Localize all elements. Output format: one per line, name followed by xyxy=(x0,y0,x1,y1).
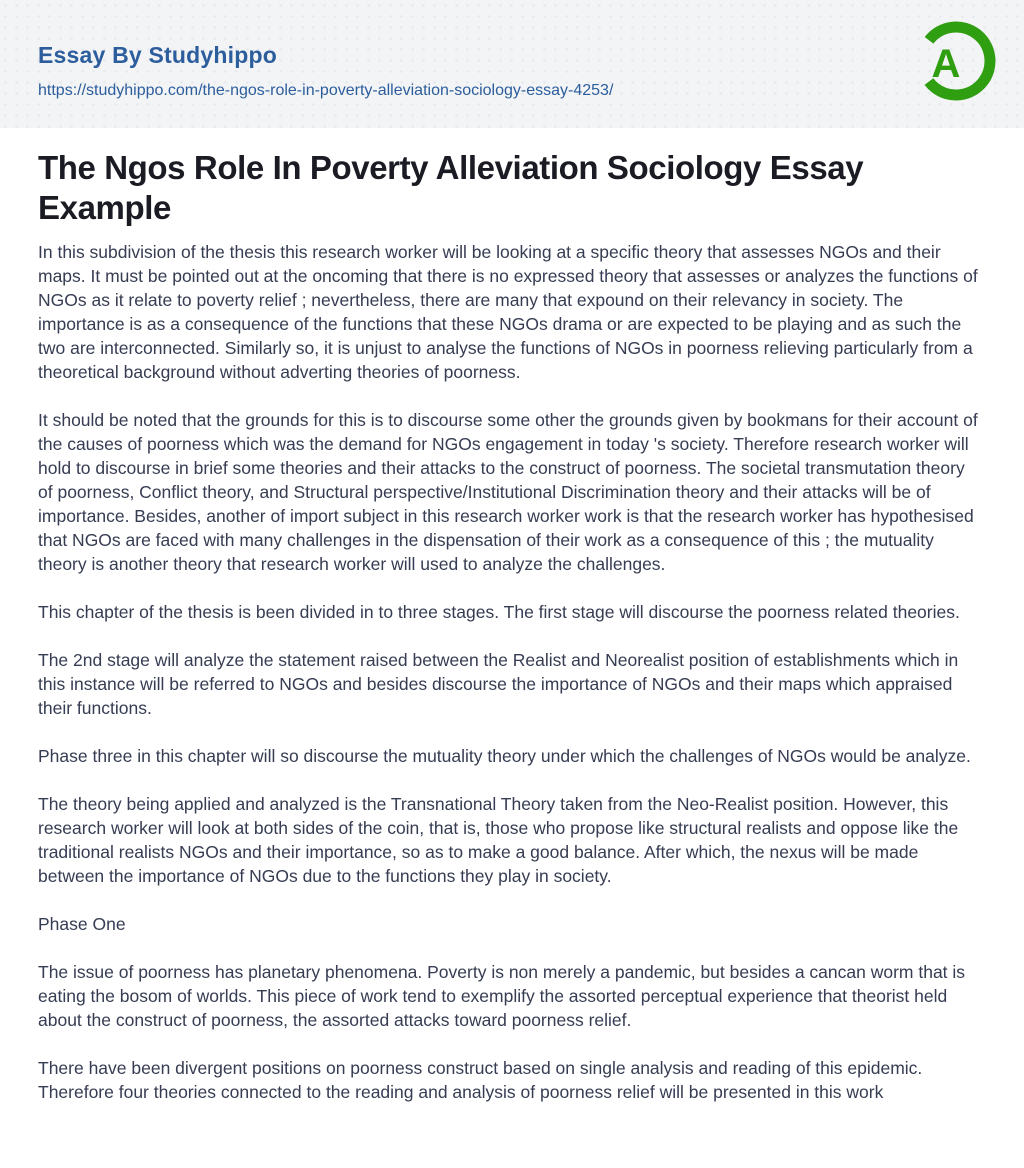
essay-content xyxy=(0,128,1024,1168)
essay-paragraph: Phase One xyxy=(38,914,126,934)
site-header xyxy=(0,0,1024,128)
header-text xyxy=(38,42,984,100)
essay-paragraph: The theory being applied and analyzed is the Transnational Theory taken from the Neo-Realist position. However, this research worker will look at both sides of the coin, that is, those who propose like structural realists and oppose like the traditional realists NGOs and their importance, so as to make a good balance. After which, the nexus will be made between the importance of NGOs due to the functions they play in society. xyxy=(38,794,959,886)
logo-letter: A xyxy=(931,42,961,86)
essay-paragraph: There have been divergent positions on poorness construct based on single analysis and reading of this epidemic. Therefore four theories connected to the reading and analysis of poorness relief will be presented in this work xyxy=(38,1058,923,1102)
essay-paragraph: Phase three in this chapter will so discourse the mutuality theory under which the challenges of NGOs would be analyze. xyxy=(38,746,971,766)
essay-paragraph: It should be noted that the grounds for this is to discourse some other the grounds given by bookmans for their account of the causes of poorness which was the demand for NGOs engagement in today 's society. Therefore research worker will hold to discourse in brief some theories and their attacks to the construct of poorness. The societal transmutation theory of poorness, Conflict theory, and Structural perspective/Institutional Discrimination theory and their attacks will be of importance. Besides, another of import subject in this research worker work is that the research worker has hypothesised that NGOs are faced with many challenges in the dispensation of their work as a consequence of this ; the mutuality theory is another theory that research worker will used to analyze the challenges. xyxy=(38,410,978,574)
essay-body xyxy=(38,240,982,1104)
essay-paragraph: The 2nd stage will analyze the statement raised between the Realist and Neorealist position of establishments which in this instance will be referred to NGOs and besides discourse the importance of NGOs and their maps which appraised their functions. xyxy=(38,650,959,718)
essay-paragraph: This chapter of the thesis is been divided in to three stages. The first stage will discourse the poorness related theories. xyxy=(38,602,960,622)
essay-paragraph: The issue of poorness has planetary phenomena. Poverty is non merely a pandemic, but besides a cancan worm that is eating the bosom of worlds. This piece of work tend to exemplify the assorted perceptual experience that theorist held about the construct of poorness, the assorted attacks toward poorness relief. xyxy=(38,962,966,1030)
site-title-link[interactable]: Essay By Studyhippo xyxy=(38,42,277,68)
essay-paragraph: In this subdivision of the thesis this research worker will be looking at a specific theory that assesses NGOs and their maps. It must be pointed out at the oncoming that there is no expressed theory that assesses or analyzes the functions of NGOs as it relate to poverty relief ; nevertheless, there are many that expound on their relevancy in society. The importance is as a consequence of the functions that these NGOs drama or are expected to be playing and as such the two are interconnected. Similarly so, it is unjust to analyse the functions of NGOs in poorness relieving particularly from a theoretical background without adverting theories of poorness. xyxy=(38,242,978,382)
studyhippo-logo-icon xyxy=(916,21,996,101)
essay-title: The Ngos Role In Poverty Alleviation Sociology Essay Example xyxy=(38,149,864,226)
essay-url-link[interactable]: https://studyhippo.com/the-ngos-role-in-poverty-alleviation-sociology-essay-4253/ xyxy=(38,82,614,99)
